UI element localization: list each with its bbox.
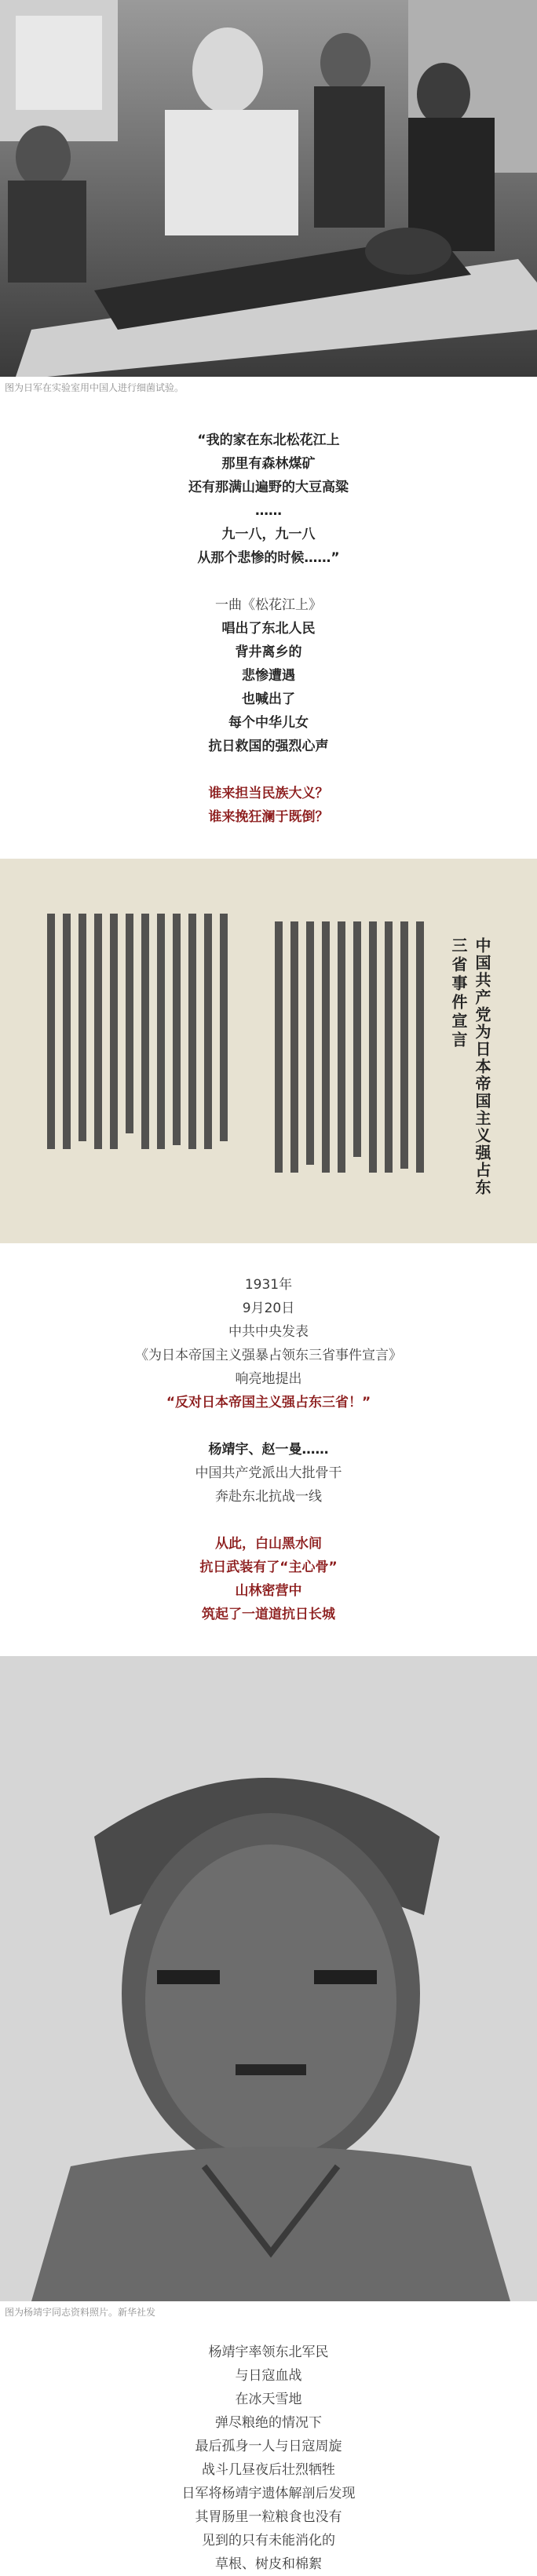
lyric-line: 从那个悲惨的时候……” <box>197 550 340 566</box>
poem-line: 背井离乡的 <box>235 644 302 660</box>
text-line: 中共中央发表 <box>228 1324 309 1340</box>
song-lyrics <box>0 399 537 829</box>
poem-line: 每个中华儿女 <box>228 715 309 731</box>
story-line: 见到的只有未能消化的 <box>202 2533 335 2549</box>
story-line: 在冰天雪地 <box>235 2392 302 2407</box>
poem-line: 一曲《松花江上》 <box>215 597 322 613</box>
story-line: 与日寇血战 <box>235 2368 302 2384</box>
story-line: 最后孤身一人与日寇周旋 <box>195 2439 342 2454</box>
text-line: 中国共产党派出大批骨干 <box>195 1465 342 1481</box>
declaration-title-right: 三省事件宣言 <box>449 937 468 1050</box>
text-line: 1931年 <box>244 1277 293 1293</box>
declaration-text <box>0 1243 537 1626</box>
story-line: 弹尽粮绝的情况下 <box>215 2415 322 2431</box>
text-line: 《为日本帝国主义强暴占领东三省事件宣言》 <box>135 1348 402 1363</box>
poem-line: 悲惨遭遇 <box>242 668 295 684</box>
story-text <box>0 2323 537 2576</box>
declaration-photo <box>0 859 537 1243</box>
story-line: 战斗几昼夜后壮烈牺牲 <box>202 2462 335 2478</box>
highlight-line: 从此，白山黑水间 <box>215 1536 322 1552</box>
declaration-image <box>0 859 537 1243</box>
poem-line: 也喊出了 <box>242 691 295 707</box>
lyric-line: “我的家在东北松花江上 <box>197 432 340 448</box>
declaration-title-left: 中国共产党为日本帝国主义强占东 <box>473 937 491 1196</box>
portrait-image <box>0 1656 537 2301</box>
story-line: 草根、树皮和棉絮 <box>215 2556 322 2572</box>
poem-line: 唱出了东北人民 <box>221 621 316 637</box>
story-line: 日军将杨靖宇遗体解剖后发现 <box>181 2486 356 2501</box>
lyric-line: 九一八，九一八 <box>221 527 316 542</box>
slogan-line: “反对日本帝国主义强占东三省！” <box>166 1395 371 1410</box>
story-line: 其胃肠里一粒粮食也没有 <box>195 2509 342 2525</box>
highlight-line: 抗日武装有了“主心骨” <box>199 1560 338 1575</box>
text-line: 9月20日 <box>242 1301 295 1316</box>
text-line: 奔赴东北抗战一线 <box>215 1489 322 1505</box>
poem-line: 抗日救国的强烈心声 <box>208 739 329 754</box>
text-line: 响亮地提出 <box>235 1371 302 1387</box>
portrait-caption: 图为杨靖宇同志资料照片。新华社发 <box>5 2307 156 2318</box>
lyric-line: 那里有森林煤矿 <box>221 456 316 472</box>
lab-photo-caption: 图为日军在实验室用中国人进行细菌试验。 <box>5 382 184 393</box>
lab-photo <box>0 0 537 377</box>
highlight-line: 山林密营中 <box>235 1583 302 1599</box>
portrait-photo <box>0 1656 537 2301</box>
highlight-line: 筑起了一道道抗日长城 <box>202 1607 335 1622</box>
lab-photo-image <box>0 0 537 377</box>
question-line: 谁来担当民族大义？ <box>208 786 329 801</box>
question-line: 谁来挽狂澜于既倒？ <box>208 809 329 825</box>
lyric-line: 还有那满山遍野的大豆高粱 <box>188 480 349 495</box>
names-line: 杨靖宇、赵一曼…… <box>208 1442 329 1458</box>
story-line: 杨靖宇率领东北军民 <box>208 2344 329 2360</box>
lyric-line: …… <box>255 503 282 519</box>
